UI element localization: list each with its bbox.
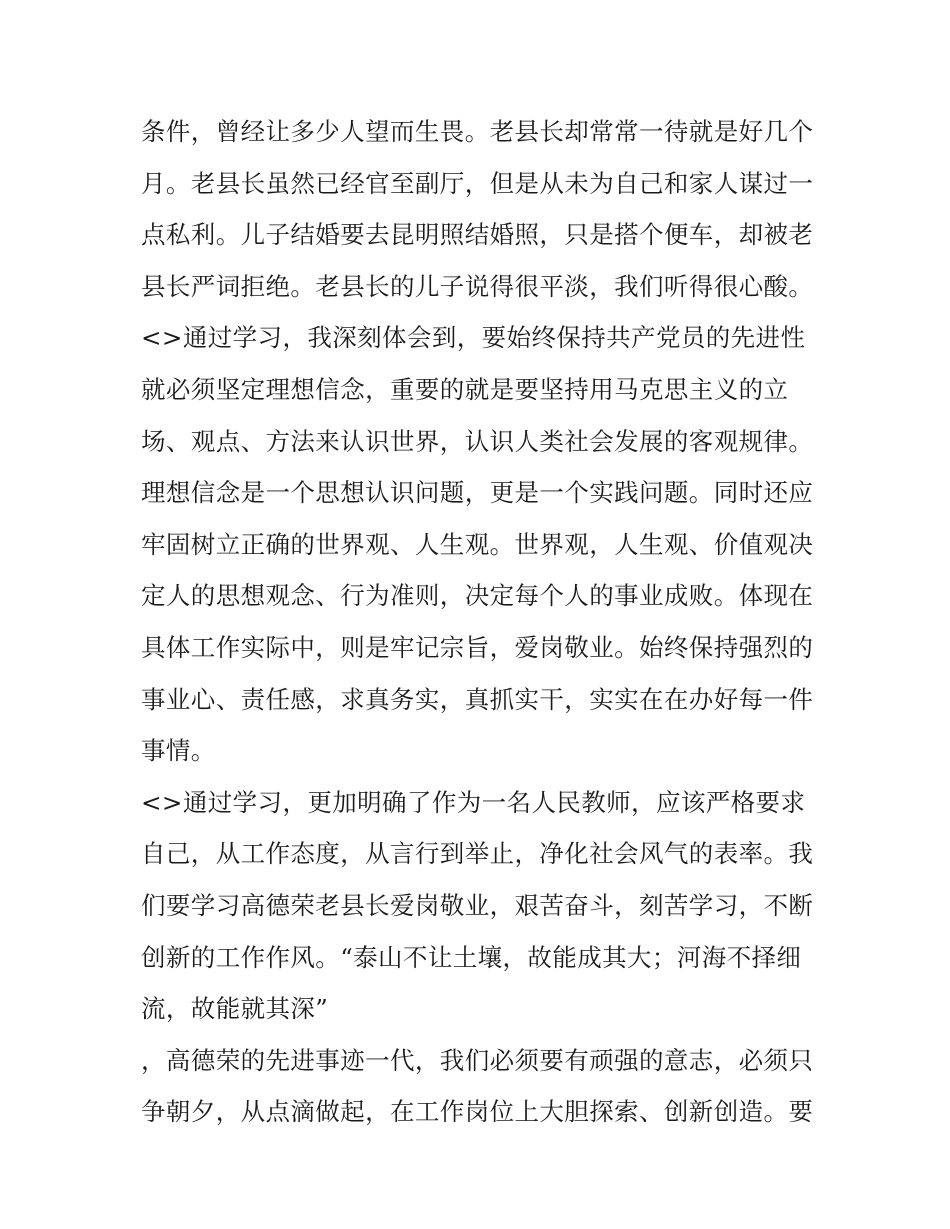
text-line: <>通过学习，更加明确了作为一名人民教师，应该严格要求	[141, 787, 806, 817]
text-line: 月。老县长虽然已经官至副厅，但是从未为自己和家人谋过一	[141, 168, 814, 198]
text-line: 条件，曾经让多少人望而生畏。老县长却常常一待就是好几个	[141, 117, 814, 146]
text-line: 具体工作实际中，则是牢记宗旨，爱岗敬业。始终保持强烈的	[141, 632, 814, 662]
text-line: 县长严词拒绝。老县长的儿子说得很平淡，我们听得很心酸。	[141, 271, 814, 301]
text-line: ，高德荣的先进事迹一代，我们必须要有顽强的意志，必须只	[141, 1045, 814, 1075]
text-line: <>通过学习，我深刻体会到，要始终保持共产党员的先进性	[141, 323, 806, 353]
document-body	[141, 106, 821, 1138]
text-line: 事情。	[141, 736, 216, 766]
text-line: 争朝夕，从点滴做起，在工作岗位上大胆探索、创新创造。要	[141, 1097, 814, 1127]
text-line: 自己，从工作态度，从言行到举止，净化社会风气的表率。我	[141, 839, 814, 869]
text-line: 点私利。儿子结婚要去昆明照结婚照，只是搭个便车，却被老	[141, 220, 814, 250]
text-line: 创新的工作作风。“泰山不让土壤，故能成其大；河海不择细	[141, 942, 802, 972]
text-line: 牢固树立正确的世界观、人生观。世界观，人生观、价值观决	[141, 529, 814, 559]
text-line: 就必须坚定理想信念，重要的就是要坚持用马克思主义的立	[141, 374, 789, 404]
text-line: 流，故能就其深”	[141, 994, 329, 1024]
text-line: 们要学习高德荣老县长爱岗敬业，艰苦奋斗，刻苦学习，不断	[141, 890, 814, 920]
text-line: 理想信念是一个思想认识问题，更是一个实践问题。同时还应	[141, 478, 814, 508]
text-line: 定人的思想观念、行为准则，决定每个人的事业成败。体现在	[141, 581, 814, 611]
text-line: 场、观点、方法来认识世界，认识人类社会发展的客观规律。	[141, 426, 814, 456]
text-line: 事业心、责任感，求真务实，真抓实干，实实在在办好每一件	[141, 684, 814, 714]
